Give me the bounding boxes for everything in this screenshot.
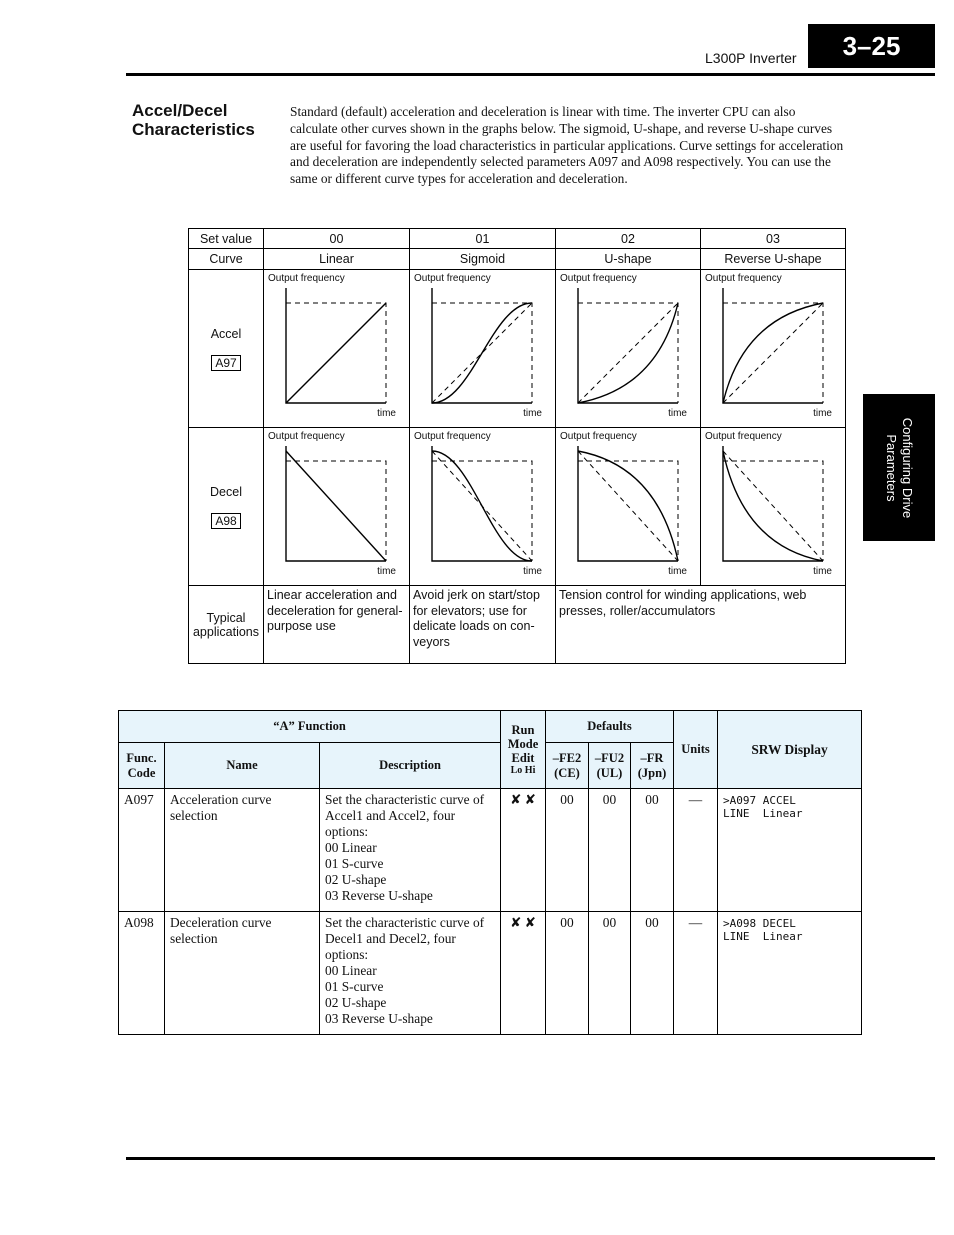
param-description	[320, 789, 501, 912]
decel-code-box: A98	[211, 513, 240, 529]
option-item: 02 U-shape	[325, 872, 387, 887]
description-header: Description	[320, 743, 501, 789]
fe2-header	[546, 743, 589, 789]
decel-u-shape-plot	[556, 428, 701, 586]
default-fr: 00	[631, 789, 674, 912]
y-axis-label: Output frequency	[268, 273, 345, 284]
default-fe2: 00	[546, 789, 589, 912]
x-axis-label: time	[813, 566, 832, 577]
table-row	[119, 789, 862, 912]
decel-linear-plot	[264, 428, 410, 586]
fu2-header	[589, 743, 631, 789]
running-header-title: L300P Inverter	[705, 50, 797, 66]
decel-row-label	[189, 428, 264, 586]
set-value-02: 02	[556, 229, 701, 249]
default-fr: 00	[631, 912, 674, 1035]
fu2-sublabel: (UL)	[596, 765, 623, 780]
application-linear: Linear acceleration and deceleration for general-purpose use	[264, 586, 410, 664]
table-row	[119, 912, 862, 1035]
description-text: Set the characteristic curve of Decel1 and Decel2, four options:	[325, 915, 485, 962]
set-value-01: 01	[410, 229, 556, 249]
param-name: Acceleration curve selection	[165, 789, 320, 912]
run-mode-edit-marks: ✘ ✘	[501, 912, 546, 1035]
y-axis-label: Output frequency	[268, 431, 345, 442]
srw-display: >A097 ACCEL LINE Linear	[718, 789, 862, 912]
footer-rule	[126, 1157, 935, 1160]
decel-sigmoid-plot	[410, 428, 556, 586]
default-fu2: 00	[589, 912, 631, 1035]
x-axis-label: time	[377, 566, 396, 577]
graph-decel-sigmoid	[410, 428, 556, 586]
graph-decel-u-shape	[556, 428, 701, 586]
param-description	[320, 912, 501, 1035]
x-axis-label: time	[523, 408, 542, 419]
set-value-label: Set value	[189, 229, 264, 249]
units-header: Units	[674, 711, 718, 789]
curve-characteristics-table	[188, 228, 846, 664]
fr-sublabel: (Jpn)	[637, 765, 667, 780]
option-item: 01 S-curve	[325, 979, 384, 994]
set-value-03: 03	[701, 229, 846, 249]
description-text: Set the characteristic curve of Accel1 and Accel2, four options:	[325, 792, 485, 839]
y-axis-label: Output frequency	[414, 431, 491, 442]
section-body: Standard (default) acceleration and deceleration is linear with time. The inverter CPU can also calculate other curves shown in the graphs below. The sigmoid, U-shape, and reverse U-shape curves are useful for favoring the load characteristics in particular applications. Curve settings for acceleration and deceleration are independently selected parameters A097 and A098 respectively. You can use the same or different curve types for acceleration and deceleration.	[290, 104, 844, 187]
curve-name-linear: Linear	[264, 249, 410, 270]
graph-accel-sigmoid	[410, 270, 556, 428]
x-axis-label: time	[668, 566, 687, 577]
typical-applications-label: Typical applications	[189, 586, 264, 664]
y-axis-label: Output frequency	[705, 273, 782, 284]
application-u-shapes: Tension control for winding applications, web presses, roller/accumulators	[556, 586, 846, 664]
accel-reverse-u-shape-plot	[701, 270, 846, 428]
func-code: A097	[119, 789, 165, 912]
option-item: 03 Reverse U-shape	[325, 888, 433, 903]
side-tab-line1: Configuring Drive	[900, 417, 915, 518]
application-sigmoid: Avoid jerk on start/stop for elevators; use for delicate loads on con-veyors	[410, 586, 556, 664]
graph-accel-linear	[264, 270, 410, 428]
side-tab-line2: Parameters	[884, 433, 899, 502]
graph-accel-u-shape	[556, 270, 701, 428]
curve-name-sigmoid: Sigmoid	[410, 249, 556, 270]
lo-hi-label: Lo Hi	[510, 765, 536, 776]
y-axis-label: Output frequency	[705, 431, 782, 442]
curve-name-u-shape: U-shape	[556, 249, 701, 270]
fr-header	[631, 743, 674, 789]
units: —	[674, 912, 718, 1035]
x-axis-label: time	[523, 566, 542, 577]
accel-row-label	[189, 270, 264, 428]
set-value-00: 00	[264, 229, 410, 249]
fu2-label: –FU2	[594, 750, 625, 765]
graph-decel-linear	[264, 428, 410, 586]
param-name: Deceleration curve selection	[165, 912, 320, 1035]
accel-label: Accel	[210, 326, 242, 341]
curve-name-reverse-u-shape: Reverse U-shape	[701, 249, 846, 270]
option-item: 03 Reverse U-shape	[325, 1011, 433, 1026]
x-axis-label: time	[668, 408, 687, 419]
option-item: 00 Linear	[325, 840, 377, 855]
default-fe2: 00	[546, 912, 589, 1035]
accel-sigmoid-plot	[410, 270, 556, 428]
decel-reverse-u-shape-plot	[701, 428, 846, 586]
chapter-side-tab	[863, 394, 935, 541]
srw-display-header: SRW Display	[718, 711, 862, 789]
graph-decel-reverse-u-shape	[701, 428, 846, 586]
fe2-label: –FE2	[552, 750, 582, 765]
accel-code-box: A97	[211, 355, 240, 371]
x-axis-label: time	[377, 408, 396, 419]
func-code-header: Func. Code	[119, 743, 165, 789]
decel-label: Decel	[210, 484, 242, 499]
a-function-header: “A” Function	[119, 711, 501, 743]
section-title: Accel/Decel Characteristics	[132, 101, 255, 139]
y-axis-label: Output frequency	[414, 273, 491, 284]
run-mode-edit-label: Run Mode Edit	[507, 723, 539, 765]
option-item: 02 U-shape	[325, 995, 387, 1010]
srw-display: >A098 DECEL LINE Linear	[718, 912, 862, 1035]
a-function-parameter-table	[118, 710, 862, 1035]
units: —	[674, 789, 718, 912]
accel-linear-plot	[264, 270, 410, 428]
curve-label: Curve	[189, 249, 264, 270]
name-header: Name	[165, 743, 320, 789]
accel-u-shape-plot	[556, 270, 701, 428]
header-rule	[126, 73, 935, 76]
page-number: 3–25	[808, 24, 935, 68]
defaults-header: Defaults	[546, 711, 674, 743]
func-code: A098	[119, 912, 165, 1035]
fr-label: –FR	[640, 750, 664, 765]
option-item: 00 Linear	[325, 963, 377, 978]
fe2-sublabel: (CE)	[554, 765, 580, 780]
run-mode-edit-marks: ✘ ✘	[501, 789, 546, 912]
run-mode-edit-header	[501, 711, 546, 789]
option-item: 01 S-curve	[325, 856, 384, 871]
default-fu2: 00	[589, 789, 631, 912]
graph-accel-reverse-u-shape	[701, 270, 846, 428]
x-axis-label: time	[813, 408, 832, 419]
y-axis-label: Output frequency	[560, 273, 637, 284]
y-axis-label: Output frequency	[560, 431, 637, 442]
